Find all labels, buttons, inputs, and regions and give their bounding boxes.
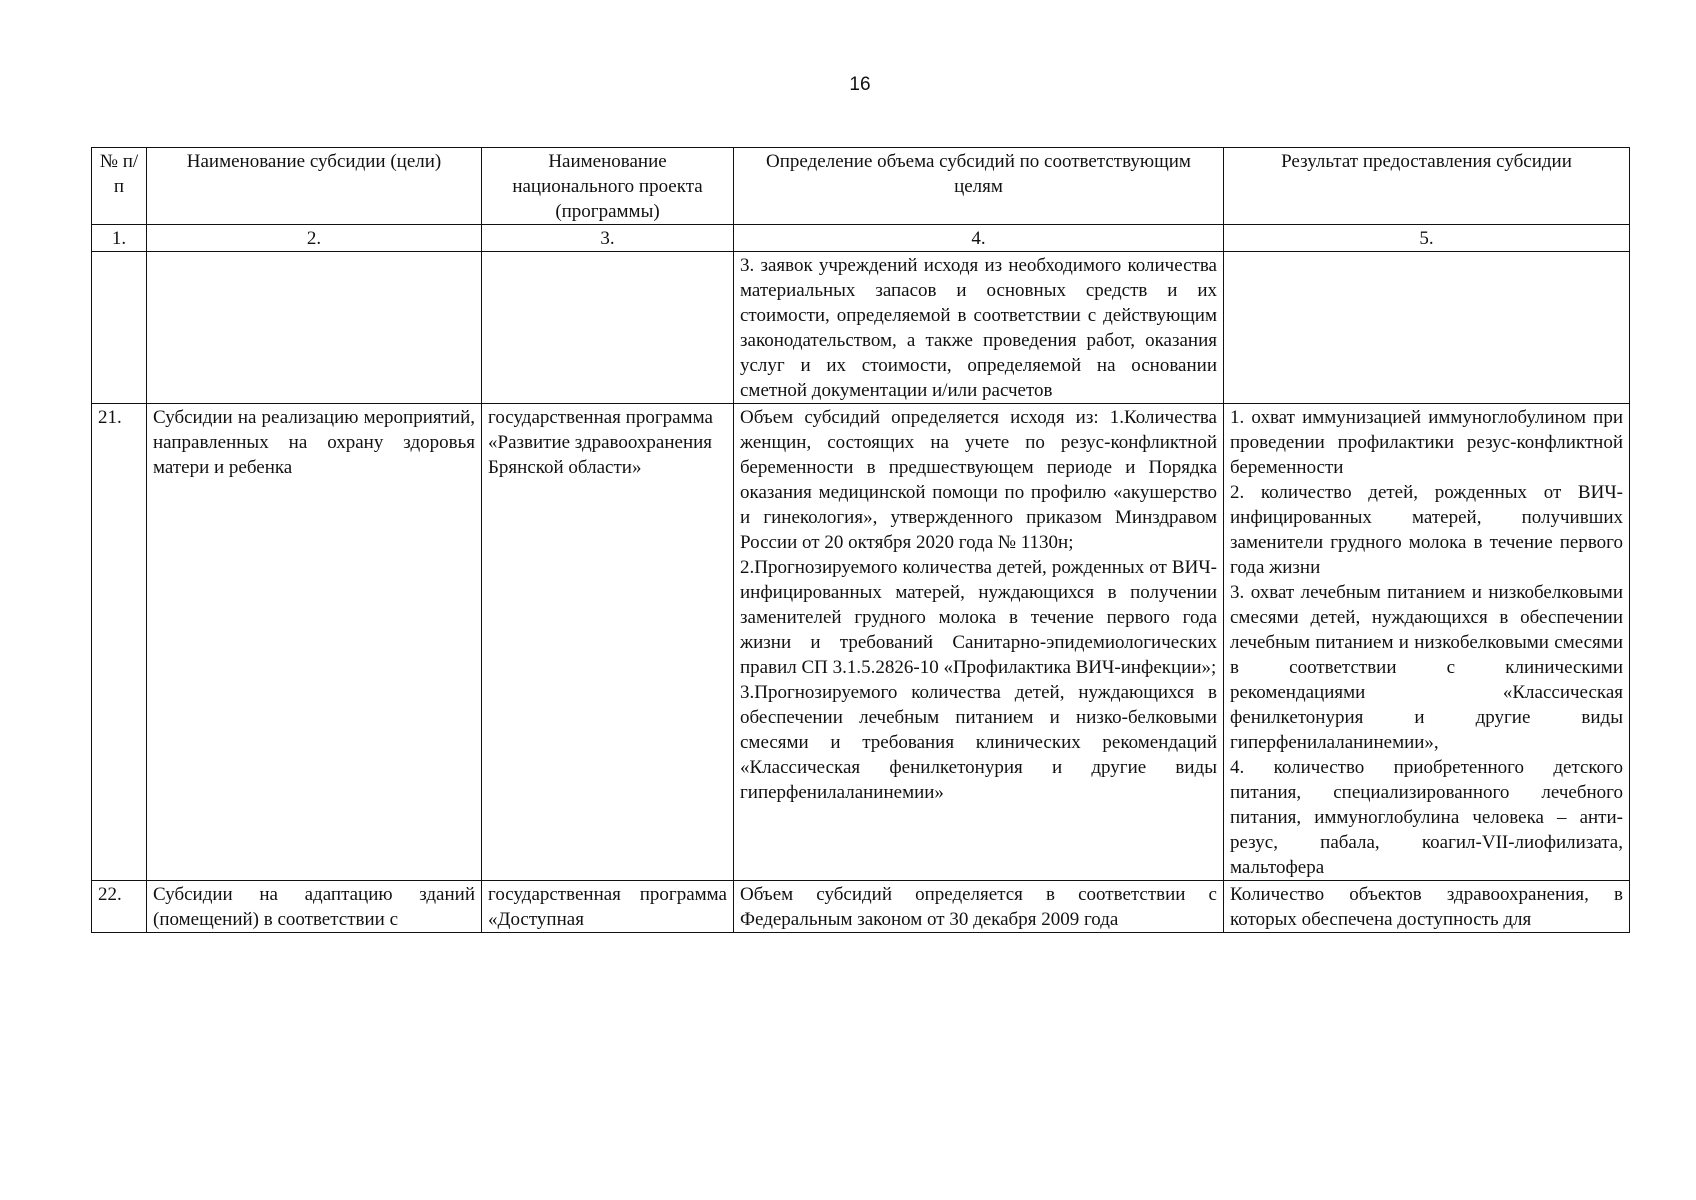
result-paragraph: 1. охват иммунизацией иммуноглобулином при проведении профилактики резус-конфликтной беременности [1230, 407, 1623, 478]
column-number: 1. [92, 225, 147, 252]
result-text [1224, 252, 1630, 404]
determination-paragraph: 3.Прогнозируемого количества детей, нуждающихся в обеспечении лечебным питанием и низко-белковыми смесями и требования клинических рекомендаций «Классическая фенилкетонурия и другие виды гиперфенилаланинемии» [740, 682, 1217, 803]
table-row [92, 404, 1630, 881]
header-national-project: Наименование национального проекта (программы) [482, 148, 734, 225]
result-paragraph: 3. охват лечебным питанием и низкобелковыми смесями детей, нуждающихся в обеспечении лечебным питанием и низкобелковыми смесями в соответствии с клиническими рекомендациями «Классическая фенилкетонурия и другие виды гиперфенилаланинемии», [1230, 582, 1623, 753]
determination-paragraph: Объем субсидий определяется исходя из: 1.Количества женщин, состоящих на учете по резус-конфликтной беременности в предшествующем периоде и Порядка оказания медицинской помощи по профилю «акушерство и гинекология», утвержденного приказом Минздравом России от 20 октября 2020 года № 1130н; [740, 407, 1217, 553]
page-number: 16 [849, 74, 871, 95]
row-number-text: 22. [98, 884, 122, 905]
header-determination: Определение объема субсидий по соответствующим целям [734, 148, 1224, 225]
subsidy-table [91, 147, 1630, 933]
column-number: 4. [734, 225, 1224, 252]
result-text [1224, 404, 1630, 881]
header-subsidy-name: Наименование субсидии (цели) [147, 148, 482, 225]
subsidy-name-text: Субсидии на адаптацию зданий (помещений) в соответствии с [153, 884, 475, 930]
determination-paragraph: 2.Прогнозируемого количества детей, рожденных от ВИЧ-инфицированных матерей, нуждающихся в получении заменителей грудного молока в течение первого года жизни и требований Санитарно-эпидемиологических правил СП 3.1.5.2826-10 «Профилактика ВИЧ-инфекции»; [740, 557, 1217, 678]
column-number: 2. [147, 225, 482, 252]
table-row [92, 252, 1630, 404]
header-number: № п/п [92, 148, 147, 225]
result-paragraph: 4. количество приобретенного детского питания, специализированного лечебного питания, иммуноглобулина человека – анти-резус, пабала, коагил-VII-лиофилизата, мальтофера [1230, 757, 1623, 878]
program-name-text: государственная программа «Доступная [488, 884, 727, 930]
determination-text: 3. заявок учреждений исходя из необходимого количества материальных запасов и основных средств и их стоимости, определяемой в соответствии с действующим законодательством, а также проведения работ, оказания услуг и их стоимости, определяемой на основании сметной документации и/или расчетов [734, 252, 1224, 404]
header-row [92, 148, 1630, 225]
determination-paragraph: Объем субсидий определяется в соответствии с Федеральным законом от 30 декабря 2009 года [740, 884, 1217, 930]
result-text [1224, 881, 1630, 933]
subsidy-name [147, 252, 482, 404]
row-number [92, 881, 147, 933]
row-number: 21. [92, 404, 147, 881]
column-number-row [92, 225, 1630, 252]
column-number: 5. [1224, 225, 1630, 252]
column-number: 3. [482, 225, 734, 252]
table-row [92, 881, 1630, 933]
determination-text [734, 404, 1224, 881]
subsidy-name [147, 881, 482, 933]
determination-text [734, 881, 1224, 933]
subsidy-name: Субсидии на реализацию мероприятий, направленных на охрану здоровья матери и ребенка [147, 404, 482, 881]
program-name [482, 252, 734, 404]
program-name [482, 881, 734, 933]
header-result: Результат предоставления субсидии [1224, 148, 1630, 225]
program-name: государственная программа «Развитие здравоохранения Брянской области» [482, 404, 734, 881]
result-paragraph: 2. количество детей, рожденных от ВИЧ-инфицированных матерей, получивших заменители грудного молока в течение первого года жизни [1230, 482, 1623, 578]
row-number [92, 252, 147, 404]
result-paragraph: Количество объектов здравоохранения, в которых обеспечена доступность для [1230, 884, 1623, 930]
